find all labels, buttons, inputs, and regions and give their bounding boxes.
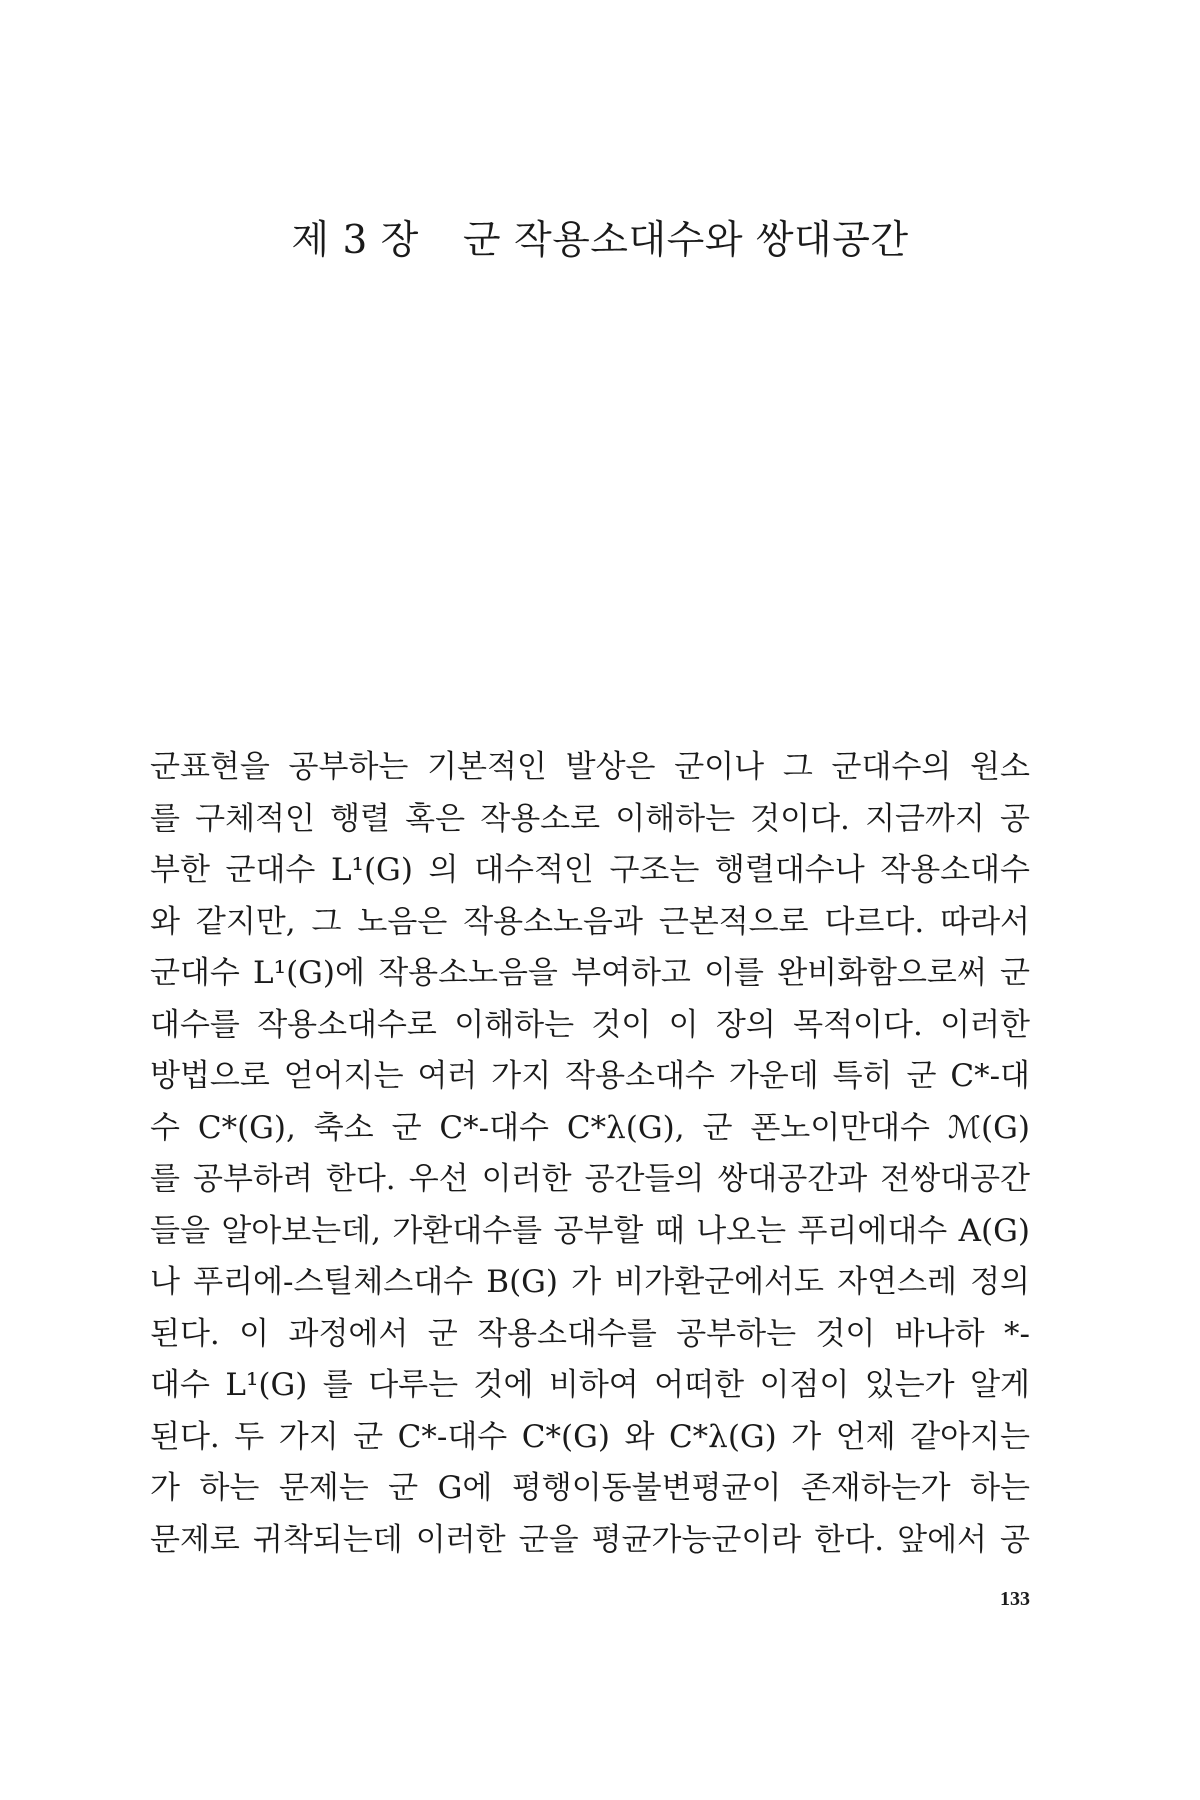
text-line: 들을 알아보는데, 가환대수를 공부할 때 나오는 푸리에대수 A(G) bbox=[150, 1212, 1030, 1249]
text-line: 문제로 귀착되는데 이러한 군을 평균가능군이라 한다. 앞에서 공 bbox=[150, 1521, 1030, 1558]
chapter-heading bbox=[0, 218, 1200, 265]
text-line: 를 공부하려 한다. 우선 이러한 공간들의 쌍대공간과 전쌍대공간 bbox=[150, 1161, 1030, 1197]
chapter-number: 제 3 장 bbox=[291, 218, 419, 263]
chapter-title: 군 작용소대수와 쌍대공간 bbox=[462, 218, 909, 263]
text-line: 된다. 이 과정에서 군 작용소대수를 공부하는 것이 바나하 *- bbox=[150, 1315, 1030, 1352]
text-line: 군표현을 공부하는 기본적인 발상은 군이나 그 군대수의 원소 bbox=[150, 749, 1030, 785]
text-line: 대수 L¹(G) 를 다루는 것에 비하여 어떠한 이점이 있는가 알게 bbox=[150, 1367, 1030, 1403]
text-line: 대수를 작용소대수로 이해하는 것이 이 장의 목적이다. 이러한 bbox=[150, 1006, 1030, 1043]
text-line: 를 구체적인 행렬 혹은 작용소로 이해하는 것이다. 지금까지 공 bbox=[150, 800, 1030, 837]
text-line: 와 같지만, 그 노음은 작용소노음과 근본적으로 다르다. 따라서 bbox=[150, 903, 1030, 940]
page-number: 133 bbox=[1000, 1588, 1030, 1610]
text-line: 부한 군대수 L¹(G) 의 대수적인 구조는 행렬대수나 작용소대수 bbox=[150, 852, 1030, 888]
text-line: 가 하는 문제는 군 G에 평행이동불변평균이 존재하는가 하는 bbox=[150, 1470, 1030, 1506]
text-line: 된다. 두 가지 군 C*-대수 C*(G) 와 C*λ(G) 가 언제 같아지는 bbox=[150, 1418, 1030, 1455]
text-line: 방법으로 얻어지는 여러 가지 작용소대수 가운데 특히 군 C*-대 bbox=[150, 1058, 1030, 1094]
text-line: 수 C*(G), 축소 군 C*-대수 C*λ(G), 군 폰노이만대수 ℳ(G) bbox=[150, 1109, 1030, 1146]
text-line: 나 푸리에-스틸체스대수 B(G) 가 비가환군에서도 자연스레 정의 bbox=[150, 1264, 1030, 1300]
body-paragraph bbox=[150, 742, 1030, 1566]
text-line: 군대수 L¹(G)에 작용소노음을 부여하고 이를 완비화함으로써 군 bbox=[150, 955, 1030, 991]
